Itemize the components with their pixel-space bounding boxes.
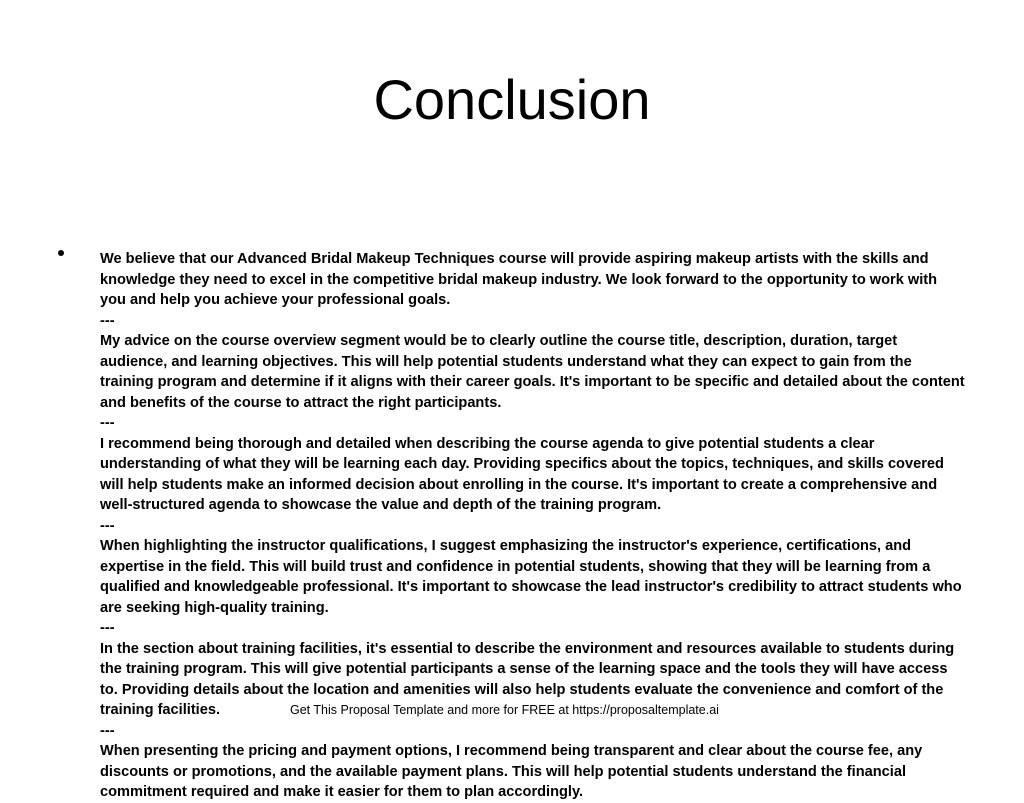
paragraph-course-overview: My advice on the course overview segment would be to clearly outline the course title, description, duration, target audience, and learning objectives. This will help potential students understand what they can expect to gain from the training program and determine if it aligns with their career goals. It's important to be specific and detailed about the content and benefits of the course to attract the right participants. bbox=[100, 333, 965, 411]
paragraph-facilities: In the section about training facilities, it's essential to describe the environment and resources available to students during the training program. This will give potential participants a sense of the learning space and the tools they will have access to. Providing details about the location and amenities will also help students evaluate the convenience and comfort of the training facilities. bbox=[100, 640, 955, 718]
slide-title: Conclusion bbox=[373, 68, 651, 131]
separator: --- bbox=[100, 312, 115, 329]
paragraph-pricing: When presenting the pricing and payment options, I recommend being transparent and clear about the course fee, any discounts or promotions, and the available payment plans. This will help potential students understand the financial commitment required and make it easier for them to plan accordingly. bbox=[100, 743, 923, 800]
separator: --- bbox=[100, 415, 115, 431]
paragraph-course-agenda: I recommend being thorough and detailed when describing the course agenda to give potential students a clear understanding of what they will be learning each day. Providing specifics about the topics, techniques, and skills covered will help students make an informed decision about enrolling in the course. It's important to create a comprehensive and well-structured agenda to showcase the value and depth of the training program. bbox=[100, 435, 944, 513]
separator: --- bbox=[100, 722, 115, 739]
slide-body bbox=[100, 249, 965, 803]
paragraph-instructor: When highlighting the instructor qualifications, I suggest emphasizing the instructor's experience, certifications, and expertise in the field. This will build trust and confidence in potential students, showing that they will be learning from a qualified and knowledgeable professional. It's important to showcase the lead instructor's credibility to attract students who are seeking high-quality training. bbox=[100, 538, 962, 616]
separator: --- bbox=[100, 517, 115, 534]
paragraph-intro: We believe that our Advanced Bridal Makeup Techniques course will provide aspiring makeup artists with the skills and knowledge they need to excel in the competitive bridal makeup industry. We look forward to the opportunity to work with you and help you achieve your professional goals. bbox=[100, 251, 938, 308]
footer-promo-text: Get This Proposal Template and more for FREE at https://proposaltemplate.ai bbox=[290, 703, 719, 717]
bullet-icon bbox=[58, 250, 64, 256]
separator: --- bbox=[100, 620, 115, 636]
